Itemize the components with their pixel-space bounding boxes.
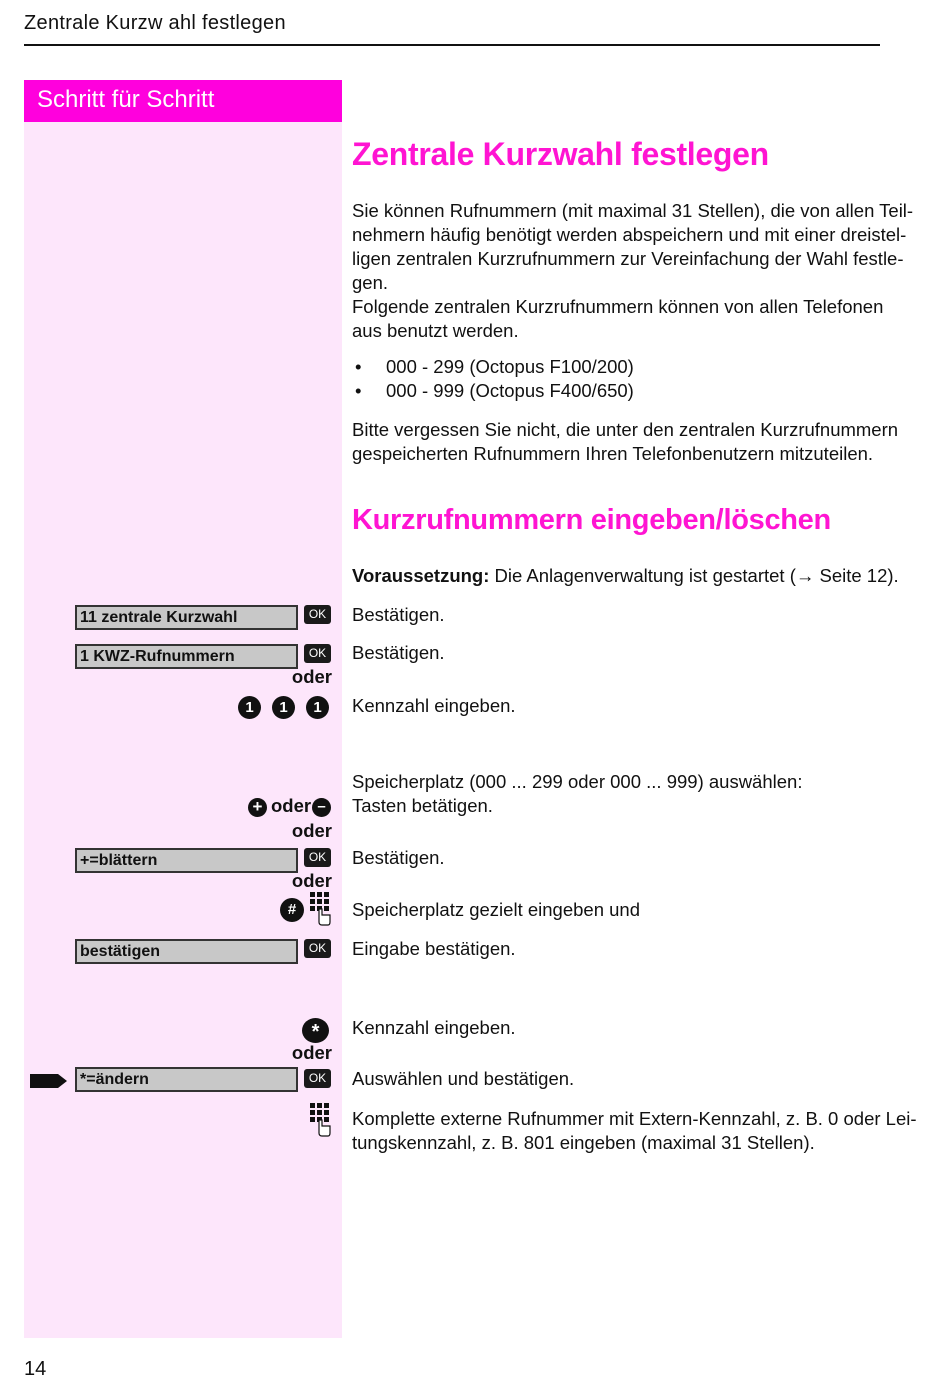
intro-line: gen. [352, 272, 389, 293]
oder-label: oder [291, 666, 332, 687]
display-blaettern[interactable]: +=blättern [75, 848, 298, 873]
step-text: Speicherplatz gezielt eingeben und [352, 899, 640, 920]
step-text [352, 1107, 917, 1155]
sidebar-heading: Schritt für Schritt [24, 80, 342, 122]
oder-label: oder [291, 870, 332, 891]
bullet-dot: • [355, 356, 362, 377]
intro-paragraph [352, 199, 914, 343]
star-key[interactable]: * [302, 1018, 329, 1043]
step-text: Bestätigen. [352, 847, 445, 868]
oder-label: oder [291, 820, 332, 841]
page-number: 14 [24, 1358, 47, 1380]
prerequisite-label: Voraussetzung: [352, 565, 490, 586]
intro-line: nehmern häufig benötigt werden abspeichern und mit einer dreistel- [352, 224, 907, 245]
page-reference: Seite 12). [814, 565, 899, 586]
display-aendern[interactable]: *=ändern [75, 1067, 298, 1092]
display-kwz-rufnummern[interactable]: 1 KWZ-Rufnummern [75, 644, 298, 669]
header-divider [24, 44, 880, 46]
step-line: tungskennzahl, z. B. 801 eingeben (maximal 31 Stellen). [352, 1132, 815, 1153]
prerequisite-text: Die Anlagenverwaltung ist gestartet ( [489, 565, 796, 586]
bullet-item: 000 - 299 (Octopus F100/200) [386, 356, 634, 377]
reminder-line: Bitte vergessen Sie nicht, die unter den zentralen Kurzrufnummern [352, 419, 899, 440]
step-text: Eingabe bestätigen. [352, 938, 516, 959]
step-text: Kennzahl eingeben. [352, 1017, 516, 1038]
intro-line: Sie können Rufnummern (mit maximal 31 Stellen), die von allen Teil- [352, 200, 914, 221]
ok-key[interactable]: OK [304, 605, 331, 624]
digit-1-key[interactable]: 1 [238, 696, 261, 719]
minus-key[interactable]: – [312, 798, 331, 817]
step-text: Auswählen und bestätigen. [352, 1068, 575, 1089]
digit-1-key[interactable]: 1 [306, 696, 329, 719]
intro-line: ligen zentralen Kurzrufnummern zur Vereinfachung der Wahl festle- [352, 248, 904, 269]
bullet-dot: • [355, 380, 362, 401]
keypad-icon[interactable] [310, 1103, 332, 1137]
plus-key[interactable]: + [248, 798, 267, 817]
section-title: Kurzrufnummern eingeben/löschen [352, 504, 831, 536]
ok-key[interactable]: OK [304, 939, 331, 958]
digit-1-key[interactable]: 1 [272, 696, 295, 719]
prerequisite [352, 564, 899, 588]
step-text [352, 770, 884, 818]
intro-line: Folgende zentralen Kurzrufnummern können von allen Telefonen [352, 296, 884, 317]
oder-label: oder [271, 795, 312, 816]
hash-key[interactable]: # [280, 898, 304, 922]
ok-key[interactable]: OK [304, 848, 331, 867]
intro-line: aus benutzt werden. [352, 320, 519, 341]
display-zentrale-kurzwahl[interactable]: 11 zentrale Kurzwahl [75, 605, 298, 630]
step-text: Bestätigen. [352, 642, 445, 663]
keypad-icon[interactable] [310, 892, 332, 926]
step-line: Speicherplatz (000 ... 299 oder 000 ... 999) auswählen: [352, 771, 803, 792]
bullet-item: 000 - 999 (Octopus F400/650) [386, 380, 634, 401]
display-bestaetigen[interactable]: bestätigen [75, 939, 298, 964]
ok-key[interactable]: OK [304, 1069, 331, 1088]
page-title: Zentrale Kurzwahl festlegen [352, 136, 769, 172]
reminder-line: gespeicherten Rufnummern Ihren Telefonbenutzern mitzuteilen. [352, 443, 874, 464]
reminder-paragraph [352, 418, 899, 466]
step-line: Tasten betätigen. [352, 795, 493, 816]
oder-label: oder [291, 1042, 332, 1063]
arrow-icon: → [795, 565, 815, 586]
selection-arrow-icon [30, 1072, 68, 1095]
running-header: Zentrale Kurzw ahl festlegen [24, 12, 286, 34]
step-text: Bestätigen. [352, 604, 445, 625]
step-text: Kennzahl eingeben. [352, 695, 516, 716]
ok-key[interactable]: OK [304, 644, 331, 663]
step-line: Komplette externe Rufnummer mit Extern-Kennzahl, z. B. 0 oder Lei- [352, 1108, 917, 1129]
